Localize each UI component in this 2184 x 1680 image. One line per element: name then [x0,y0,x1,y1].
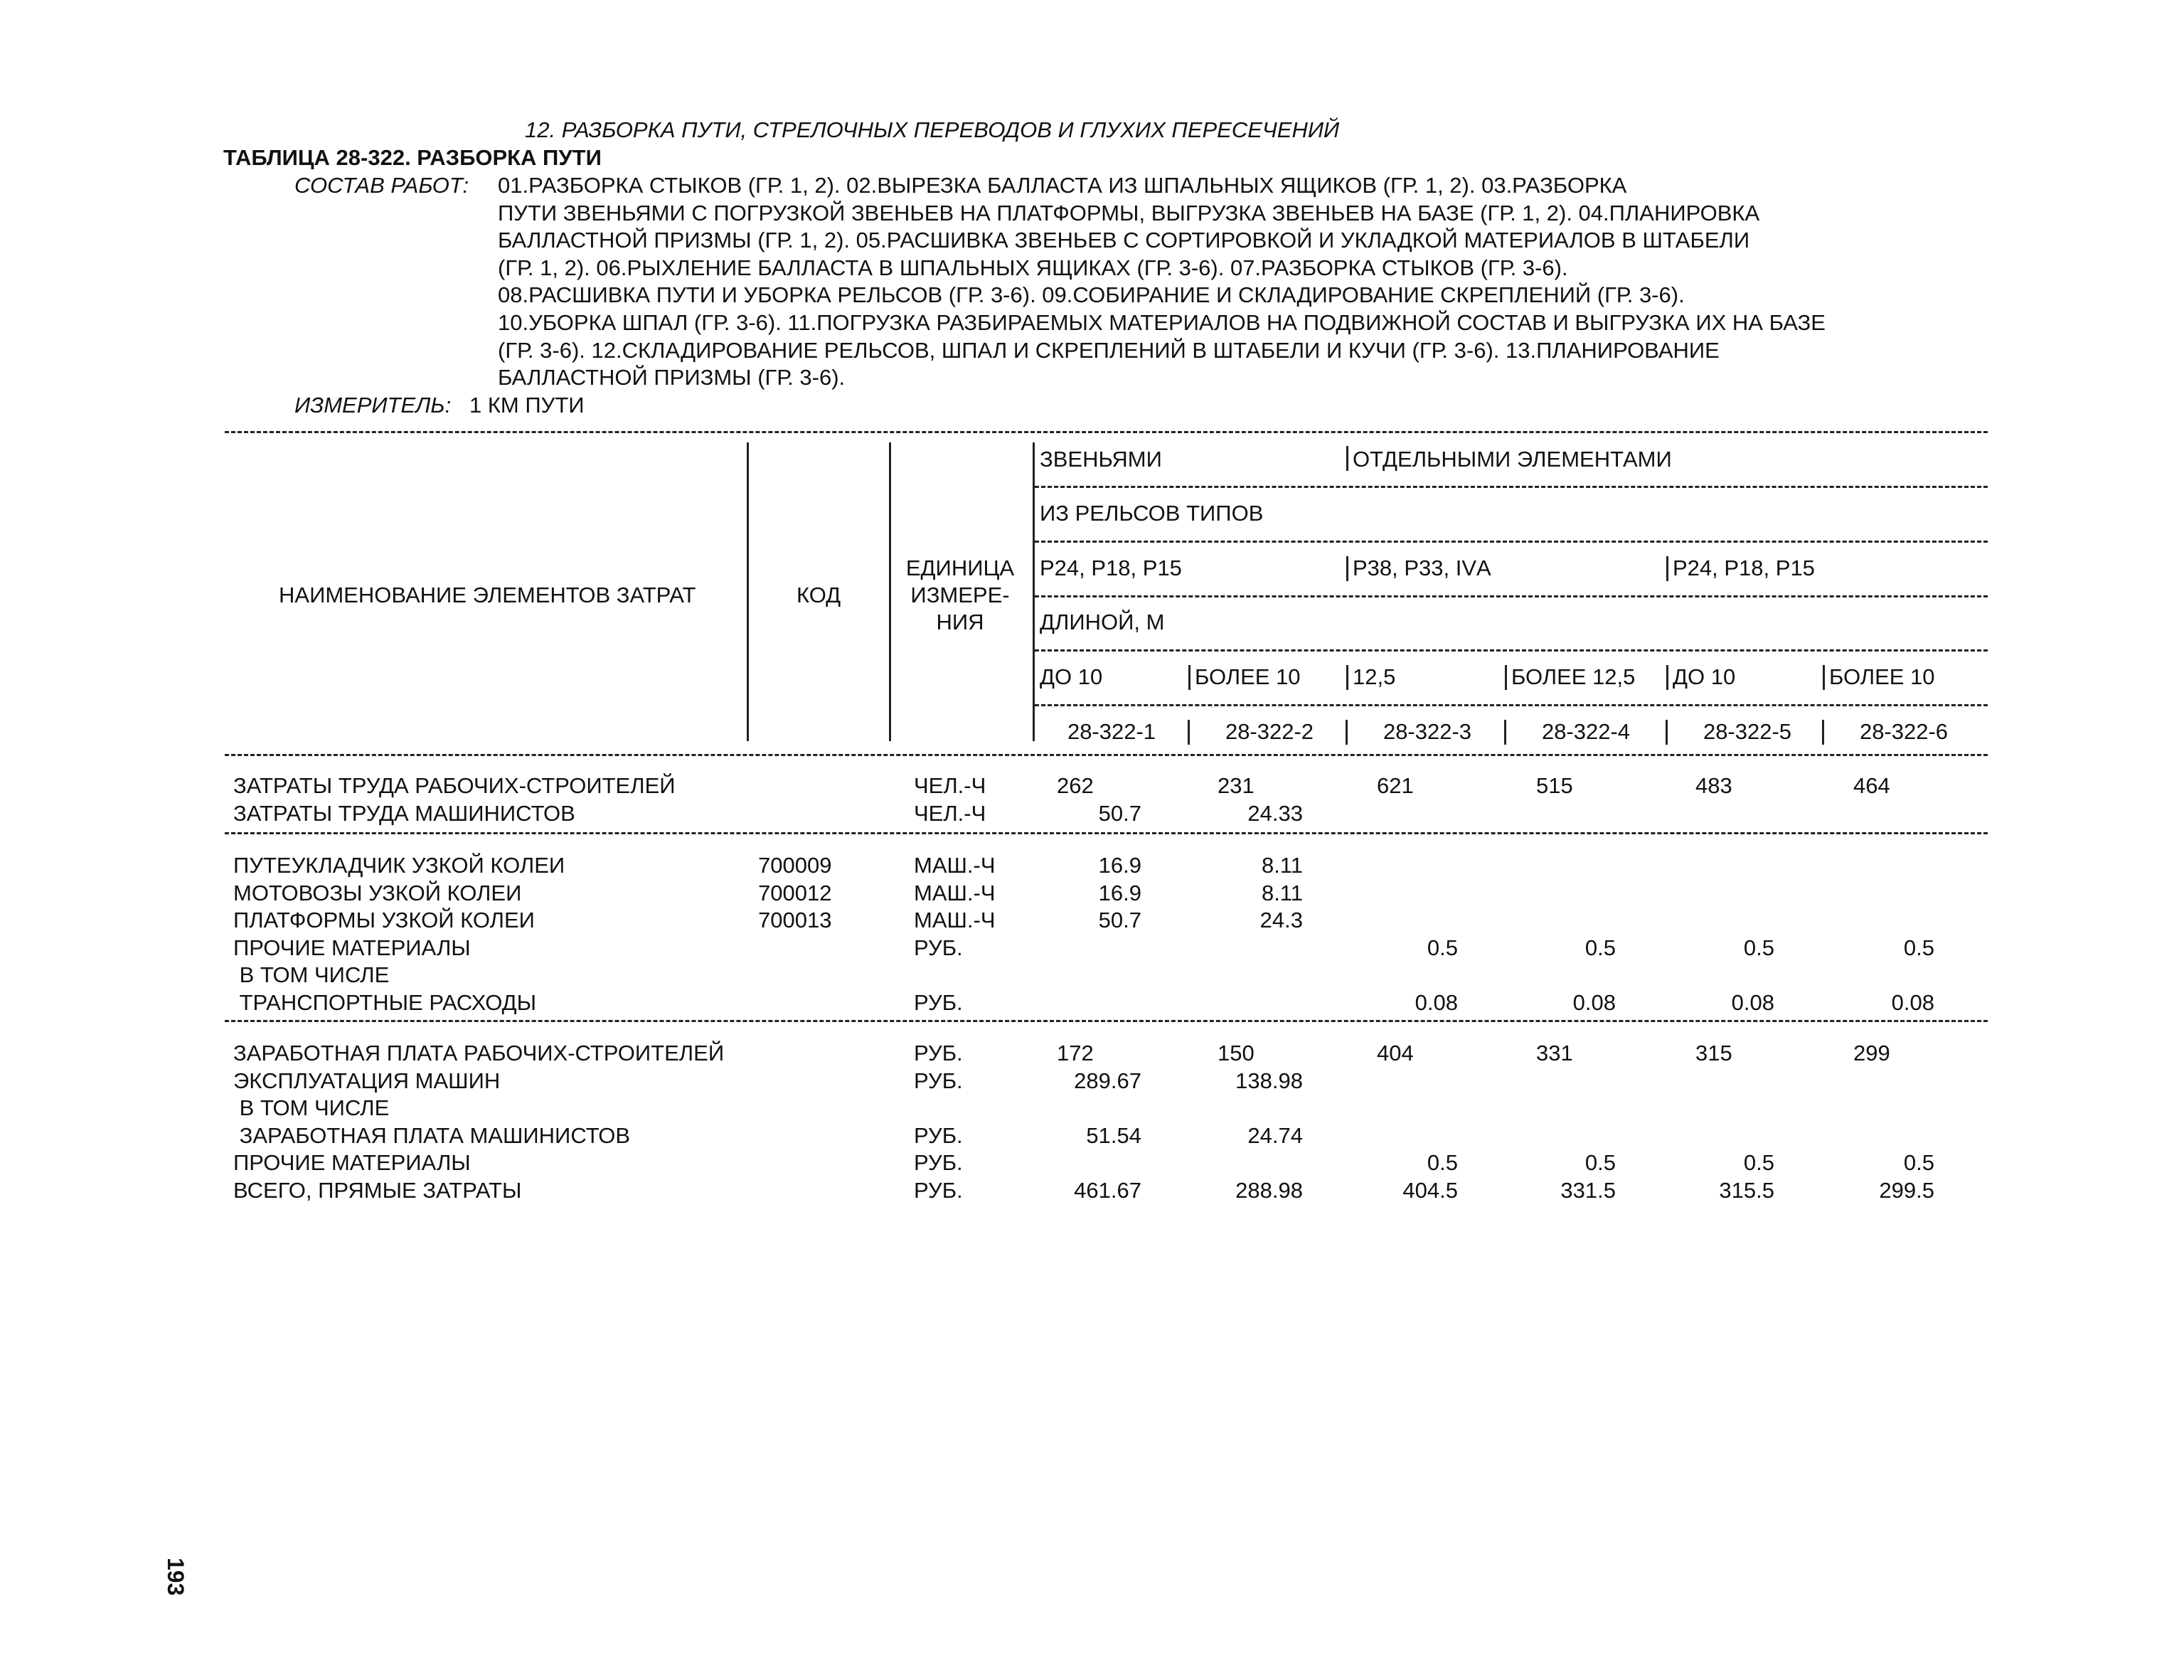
cell-value: 289.67 [1074,1068,1141,1093]
dashed-rule [1035,704,1988,706]
dashed-rule [225,754,1988,756]
column-code: 28-322-6 [1859,719,1949,744]
work-line: 10.УБОРКА ШПАЛ (ГР. 3-6). 11.ПОГРУЗКА РАЗБИРАЕМЫХ МАТЕРИАЛОВ НА ПОДВИЖНОЙ СОСТАВ И ВЫГРУЗКА ИХ НА БАЗЕ [498,310,1826,335]
cell-value: 621 [1377,773,1414,798]
cell-value: 231 [1218,773,1255,798]
column-code: 28-322-1 [1067,719,1156,744]
work-line: БАЛЛАСТНОЙ ПРИЗМЫ (ГР. 1, 2). 05.РАСШИВКА ЗВЕНЬЕВ С СОРТИРОВКОЙ И УКЛАДКОЙ МАТЕРИАЛОВ В ШТАБЕЛИ [498,228,1750,253]
header-links-group: ЗВЕНЬЯМИ [1040,447,1162,472]
header-length-range: БОЛЕЕ 12,5 [1511,664,1636,689]
cell-value: 0.08 [1415,990,1458,1015]
cell-value: 0.5 [1427,935,1458,960]
cell-value: 16.9 [1098,880,1141,905]
dashed-rule [1035,595,1988,597]
work-label: СОСТАВ РАБОТ: [294,173,469,198]
row-code: 700009 [758,853,832,878]
header-length-range: БОЛЕЕ 10 [1195,664,1301,689]
cell-value: 404.5 [1402,1178,1458,1203]
cell-value: 299.5 [1879,1178,1934,1203]
row-unit: ЧЕЛ.-Ч [914,800,986,826]
work-line: (ГР. 1, 2). 06.РЫХЛЕНИЕ БАЛЛАСТА В ШПАЛЬНЫХ ЯЩИКАХ (ГР. 3-6). 07.РАЗБОРКА СТЫКОВ (ГР. 3-6). [498,255,1568,280]
cell-value: 16.9 [1098,853,1141,878]
cell-value: 0.5 [1427,1150,1458,1176]
cell-value: 315.5 [1719,1178,1774,1203]
vertical-rule [1346,446,1348,471]
cell-value: 0.08 [1731,990,1774,1015]
cell-value: 24.74 [1247,1122,1303,1148]
row-name: ЗАТРАТЫ ТРУДА МАШИНИСТОВ [233,800,575,826]
header-length-range: ДО 10 [1673,664,1736,689]
row-unit: РУБ. [914,1068,963,1093]
cell-value: 262 [1057,773,1094,798]
work-line: БАЛЛАСТНОЙ ПРИЗМЫ (ГР. 3-6). [498,365,846,390]
cell-value: 0.08 [1891,990,1934,1015]
cell-value: 483 [1695,773,1732,798]
row-name: ПУТЕУКЛАДЧИК УЗКОЙ КОЛЕИ [233,853,565,878]
vertical-rule [747,442,749,741]
dashed-rule [225,1020,1988,1022]
cell-value: 8.11 [1261,880,1303,905]
cell-value: 461.67 [1074,1178,1141,1203]
row-name: ЭКСПЛУАТАЦИЯ МАШИН [233,1068,501,1093]
cell-value: 0.5 [1743,935,1774,960]
dashed-rule [225,431,1988,433]
row-unit: РУБ. [914,1150,963,1176]
header-code-column: КОД [797,583,841,607]
row-name: ВСЕГО, ПРЯМЫЕ ЗАТРАТЫ [233,1178,522,1203]
cell-value: 404 [1377,1041,1414,1065]
cell-value: 51.54 [1086,1122,1141,1148]
row-code: 700013 [758,908,832,933]
cell-value: 150 [1218,1041,1255,1065]
column-code: 28-322-2 [1225,719,1314,744]
header-rail-group: Р38, Р33, IVА [1353,555,1491,580]
vertical-rule [1823,665,1825,690]
header-name-column: НАИМЕНОВАНИЕ ЭЛЕМЕНТОВ ЗАТРАТ [279,583,696,607]
vertical-rule [1346,720,1348,745]
cell-value: 0.5 [1743,1150,1774,1176]
cell-value: 24.33 [1247,800,1303,826]
cell-value: 172 [1057,1041,1094,1065]
cell-value: 315 [1695,1041,1732,1065]
measure-label: ИЗМЕРИТЕЛЬ: [294,393,452,418]
cell-value: 288.98 [1235,1178,1303,1203]
row-name: ПРОЧИЕ МАТЕРИАЛЫ [233,935,471,960]
cell-value: 0.08 [1572,990,1616,1015]
header-rail-group: Р24, Р18, Р15 [1040,555,1182,580]
vertical-rule [1505,665,1507,690]
row-unit: РУБ. [914,990,963,1015]
dashed-rule [1035,541,1988,543]
vertical-rule [1666,556,1668,581]
header-unit-column: НИЯ [936,610,984,634]
cell-value: 138.98 [1235,1068,1303,1093]
row-name: В ТОМ ЧИСЛЕ [233,1095,390,1121]
dashed-rule [1035,649,1988,652]
section-title: 12. РАЗБОРКА ПУТИ, СТРЕЛОЧНЫХ ПЕРЕВОДОВ И ГЛУХИХ ПЕРЕСЕЧЕНИЙ [525,117,1340,142]
header-unit-column: ИЗМЕРЕ- [910,583,1010,607]
vertical-rule [889,442,891,741]
column-code: 28-322-5 [1703,719,1792,744]
measure-value: 1 КМ ПУТИ [469,393,585,418]
cell-value: 331.5 [1560,1178,1616,1203]
page-number: 193 [163,1558,188,1596]
cell-value: 50.7 [1098,800,1141,826]
header-length-range: ДО 10 [1040,664,1103,689]
row-name: ЗАРАБОТНАЯ ПЛАТА РАБОЧИХ-СТРОИТЕЛЕЙ [233,1041,725,1065]
column-code: 28-322-3 [1383,719,1472,744]
header-rail-group: Р24, Р18, Р15 [1673,555,1815,580]
header-rail-types: ИЗ РЕЛЬСОВ ТИПОВ [1040,501,1264,526]
vertical-rule [1666,665,1668,690]
row-code: 700012 [758,880,832,905]
column-code: 28-322-4 [1541,719,1631,744]
row-unit: МАШ.-Ч [914,853,996,878]
work-line: ПУТИ ЗВЕНЬЯМИ С ПОГРУЗКОЙ ЗВЕНЬЕВ НА ПЛАТФОРМЫ, ВЫГРУЗКА ЗВЕНЬЕВ НА БАЗЕ (ГР. 1, 2). 04.ПЛАНИРОВКА [498,200,1760,225]
cell-value: 24.3 [1259,908,1303,933]
header-separate-group: ОТДЕЛЬНЫМИ ЭЛЕМЕНТАМИ [1353,447,1672,472]
row-name: ЗАТРАТЫ ТРУДА РАБОЧИХ-СТРОИТЕЛЕЙ [233,773,676,798]
cell-value: 0.5 [1584,1150,1616,1176]
dashed-rule [225,832,1988,834]
cell-value: 8.11 [1261,853,1303,878]
header-length: ДЛИНОЙ, М [1040,610,1165,634]
row-unit: МАШ.-Ч [914,908,996,933]
work-line: 08.РАСШИВКА ПУТИ И УБОРКА РЕЛЬСОВ (ГР. 3-6). 09.СОБИРАНИЕ И СКЛАДИРОВАНИЕ СКРЕПЛЕНИЙ (ГР. 3-6). [498,282,1685,308]
vertical-rule [1346,556,1348,581]
cell-value: 50.7 [1098,908,1141,933]
cell-value: 0.5 [1584,935,1616,960]
row-name: В ТОМ ЧИСЛЕ [233,962,390,988]
row-unit: РУБ. [914,1178,963,1203]
vertical-rule [1346,665,1348,690]
dashed-rule [1035,486,1988,488]
header-unit-column: ЕДИНИЦА [905,555,1015,580]
row-unit: РУБ. [914,1122,963,1148]
work-line: 01.РАЗБОРКА СТЫКОВ (ГР. 1, 2). 02.ВЫРЕЗКА БАЛЛАСТА ИЗ ШПАЛЬНЫХ ЯЩИКОВ (ГР. 1, 2). 03.РАЗБОРКА [498,173,1627,198]
header-length-range: БОЛЕЕ 10 [1829,664,1935,689]
row-unit: МАШ.-Ч [914,880,996,905]
vertical-rule [1188,720,1190,745]
cell-value: 0.5 [1903,935,1934,960]
row-name: ПРОЧИЕ МАТЕРИАЛЫ [233,1150,471,1176]
row-unit: РУБ. [914,935,963,960]
row-name: ПЛАТФОРМЫ УЗКОЙ КОЛЕИ [233,908,535,933]
vertical-rule [1504,720,1506,745]
header-length-range: 12,5 [1353,664,1396,689]
row-name: ТРАНСПОРТНЫЕ РАСХОДЫ [233,990,537,1015]
vertical-rule [1822,720,1824,745]
cell-value: 331 [1536,1041,1573,1065]
cell-value: 299 [1853,1041,1890,1065]
cell-value: 464 [1853,773,1890,798]
row-name: МОТОВОЗЫ УЗКОЙ КОЛЕИ [233,880,522,905]
work-line: (ГР. 3-6). 12.СКЛАДИРОВАНИЕ РЕЛЬСОВ, ШПАЛ И СКРЕПЛЕНИЙ В ШТАБЕЛИ И КУЧИ (ГР. 3-6). 13.ПЛАНИРОВАНИЕ [498,337,1720,363]
row-unit: РУБ. [914,1041,963,1065]
vertical-rule [1188,665,1190,690]
table-title: ТАБЛИЦА 28-322. РАЗБОРКА ПУТИ [223,145,602,170]
cell-value: 0.5 [1903,1150,1934,1176]
row-unit: ЧЕЛ.-Ч [914,773,986,798]
vertical-rule [1666,720,1668,745]
cell-value: 515 [1536,773,1573,798]
row-name: ЗАРАБОТНАЯ ПЛАТА МАШИНИСТОВ [233,1122,631,1148]
